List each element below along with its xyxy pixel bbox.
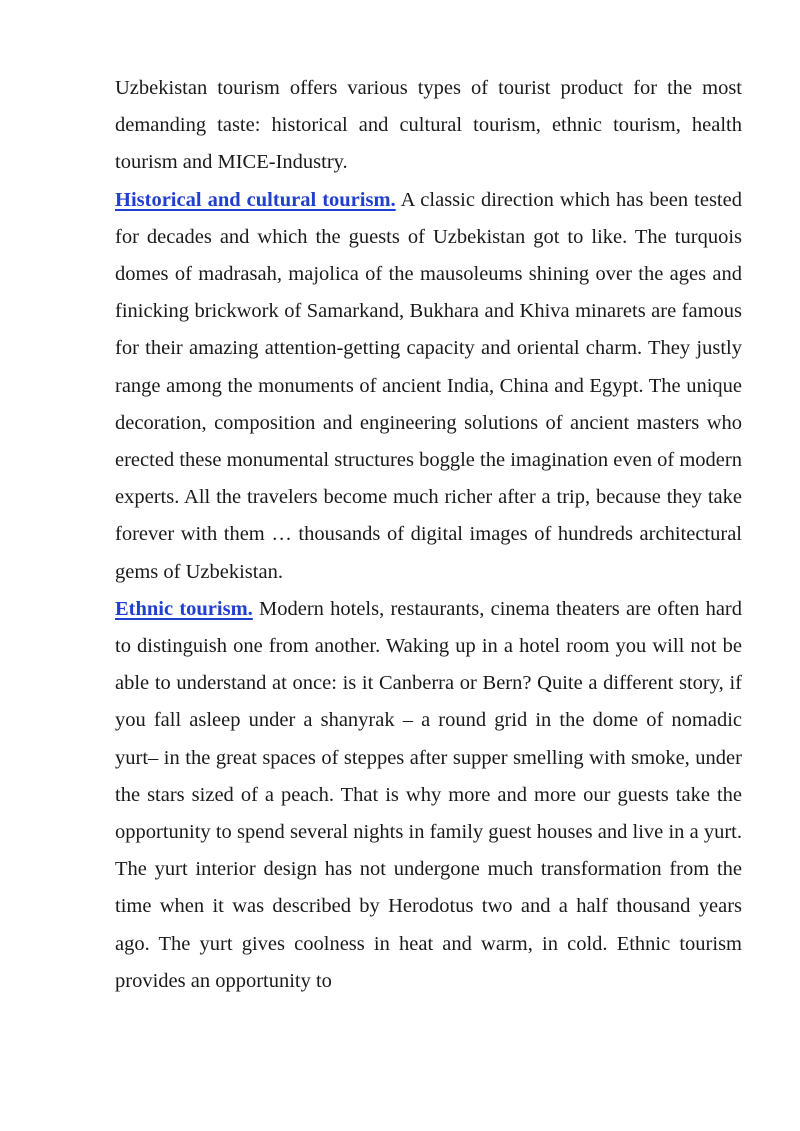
ethnic-tourism-text: Modern hotels, restaurants, cinema theaters are often hard to distinguish one from another. Waking up in a hotel room you will not be able to understand at once: is it Canberra or Bern? Quite a different story, if you fall asleep under a shanyrak – a round grid in the dome of nomadic yurt– in the great spaces of steppes after supper smelling with smoke, under the stars sized of a peach. That is why more and more our guests take the opportunity to spend several nights in family guest houses and live in a yurt. The yurt interior design has not undergone much transformation from the time when it was described by Herodotus two and a half thousand years ago. The yurt gives coolness in heat and warm, in cold. Ethnic tourism provides an opportunity to [115, 597, 742, 992]
intro-text: Uzbekistan tourism offers various types of tourist product for the most demanding taste: historical and cultural tourism, ethnic tourism, health tourism and MICE-Industry. [115, 77, 742, 174]
ethnic-tourism-link[interactable]: Ethnic tourism. [115, 597, 253, 620]
ethnic-tourism-paragraph [115, 591, 742, 1000]
document-page [115, 70, 742, 1000]
intro-paragraph [115, 70, 742, 182]
historical-tourism-link[interactable]: Historical and cultural tourism. [115, 188, 396, 211]
historical-tourism-paragraph [115, 182, 742, 591]
historical-tourism-text: A classic direction which has been tested for decades and which the guests of Uzbekistan got to like. The turquois domes of madrasah, majolica of the mausoleums shining over the ages and finicking brickwork of Samarkand, Bukhara and Khiva minarets are famous for their amazing attention-getting capacity and oriental charm. They justly range among the monuments of ancient India, China and Egypt. The unique decoration, composition and engineering solutions of ancient masters who erected these monumental structures boggle the imagination even of modern experts. All the travelers become much richer after a trip, because they take forever with them … thousands of digital images of hundreds architectural gems of Uzbekistan. [115, 188, 742, 583]
